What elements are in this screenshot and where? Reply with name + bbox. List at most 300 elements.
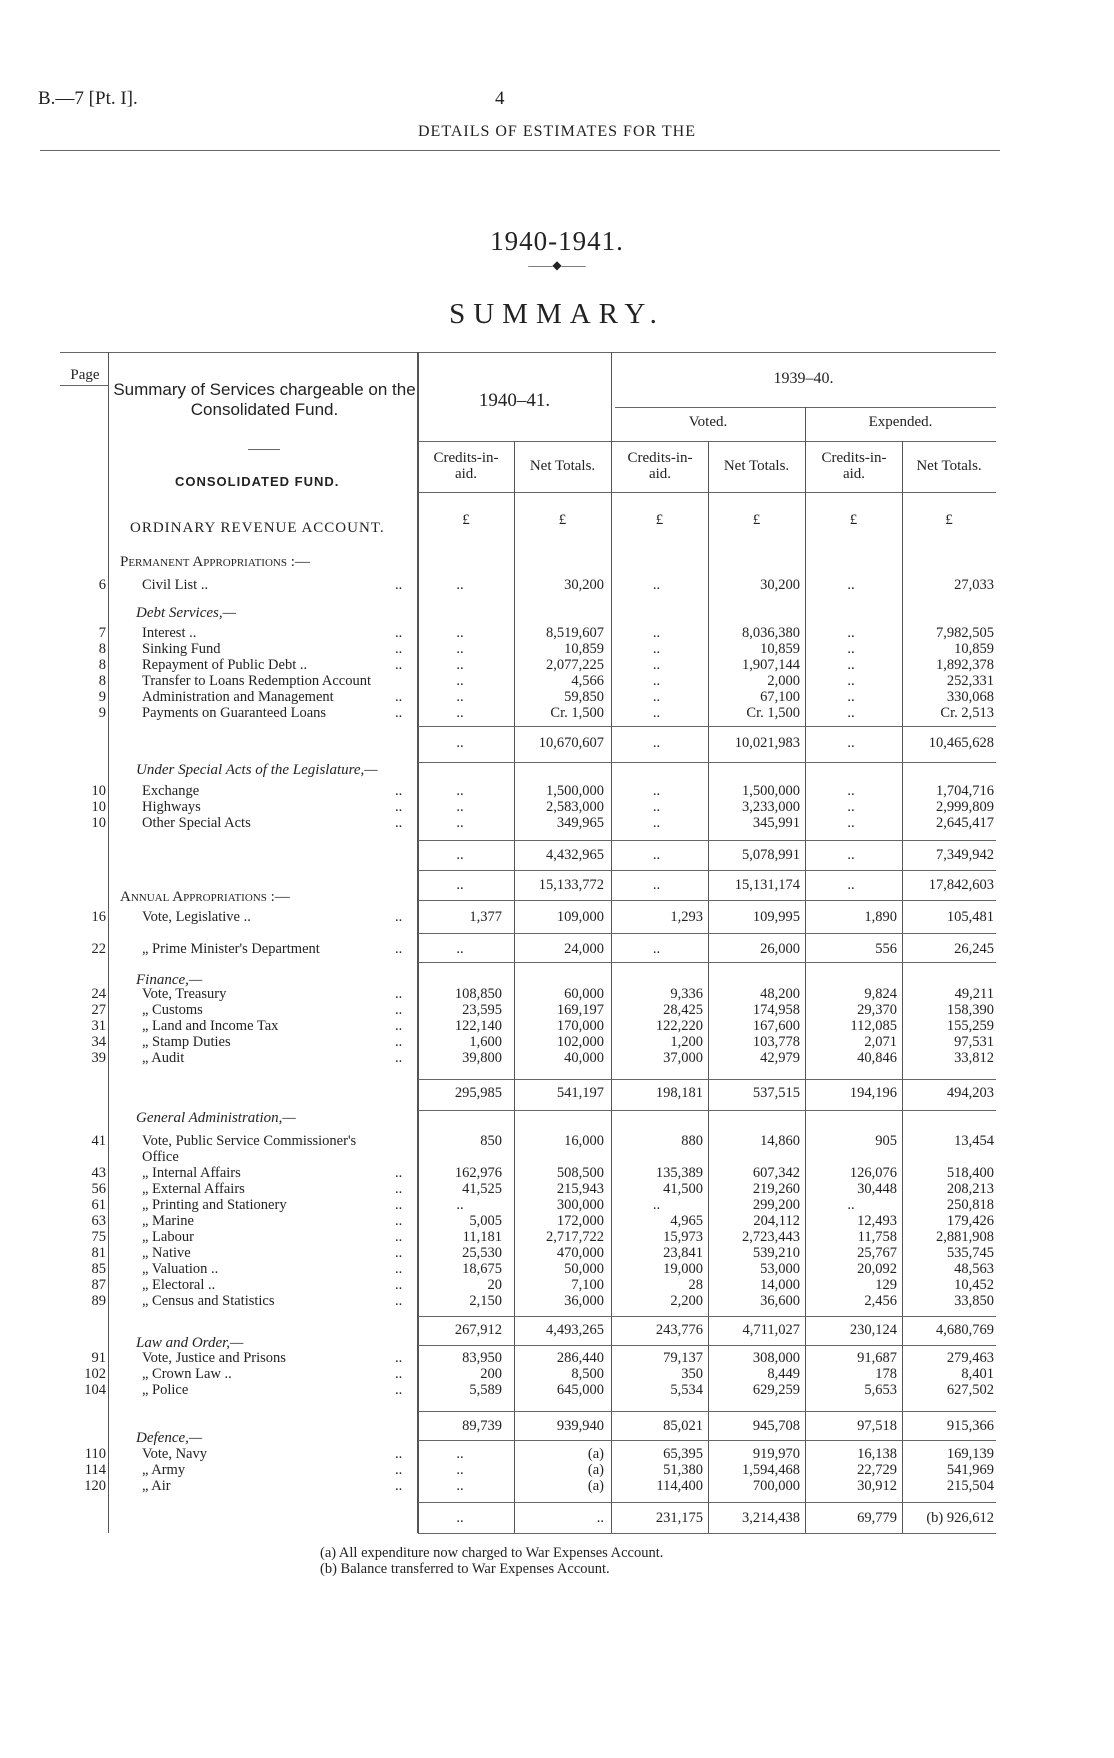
cell-c5: .. (847, 641, 855, 657)
row-page: 75 (91, 1229, 106, 1245)
row-label: „ External Affairs (142, 1181, 245, 1197)
cell-c4: 539,210 (752, 1245, 800, 1261)
subtotal-rule (418, 1316, 996, 1317)
cell-c1: 200 (480, 1366, 502, 1382)
voted-header: Voted. (688, 414, 728, 430)
row-label: Administration and Management (142, 689, 334, 705)
cell-c4: 919,970 (752, 1446, 800, 1462)
cell-c2: 59,850 (564, 689, 604, 705)
row-page: 91 (91, 1350, 106, 1366)
subtotal-rule (418, 840, 996, 841)
row-page: 114 (84, 1462, 106, 1478)
cell-c2: 1,500,000 (546, 783, 604, 799)
subtotal-rule (418, 1110, 996, 1111)
cell-c5: 905 (875, 1133, 897, 1149)
table-row (0, 673, 1114, 689)
cell-c1: .. (456, 941, 464, 957)
cell-c4: 537,515 (752, 1085, 800, 1101)
cell-c1: .. (456, 735, 464, 751)
row-page: 31 (91, 1018, 106, 1034)
row-label: „ Native (142, 1245, 191, 1261)
cell-c6: 2,881,908 (936, 1229, 994, 1245)
finance-heading: Finance,— (136, 972, 203, 988)
cell-c1: .. (456, 577, 464, 593)
cell-c3: 85,021 (663, 1418, 703, 1434)
credits-header-2: Credits-in-aid. (627, 450, 693, 482)
cell-c4: 308,000 (752, 1350, 800, 1366)
row-label: „ Land and Income Tax (142, 1018, 279, 1034)
credits-header-1: Credits-in-aid. (433, 450, 499, 482)
cell-c5: .. (847, 657, 855, 673)
cell-c5: 20,092 (857, 1261, 897, 1277)
row-page: 22 (91, 941, 106, 957)
cell-c1: 89,739 (462, 1418, 502, 1434)
cell-c3: .. (652, 783, 661, 799)
cell-c4: 2,000 (767, 673, 800, 689)
cell-c4: 8,449 (767, 1366, 800, 1382)
table-row (0, 1382, 1114, 1398)
leader-dots: .. (395, 909, 403, 925)
pound-sign: £ (655, 512, 664, 528)
table-row (0, 1366, 1114, 1382)
table-row (0, 1034, 1114, 1050)
table-row (0, 1293, 1114, 1309)
cell-c2: 60,000 (564, 986, 604, 1002)
expended-header: Expended. (868, 414, 933, 430)
cell-c1: .. (456, 1462, 464, 1478)
row-label: „ Crown Law .. (142, 1366, 232, 1382)
cell-c6: 535,745 (946, 1245, 994, 1261)
cell-c3: 23,841 (663, 1245, 703, 1261)
leader-dots: .. (395, 1478, 403, 1494)
cell-c1: 5,005 (469, 1213, 502, 1229)
cell-c6: 279,463 (946, 1350, 994, 1366)
row-label: Office (142, 1149, 179, 1165)
cell-c3: 51,380 (663, 1462, 703, 1478)
row-page: 81 (91, 1245, 106, 1261)
cell-c5: .. (847, 877, 855, 893)
cell-c5: 112,085 (850, 1018, 897, 1034)
cell-c5: 5,653 (864, 1382, 897, 1398)
table-row (0, 1149, 1114, 1165)
cell-c1: 41,525 (462, 1181, 502, 1197)
cell-c6: Cr. 2,513 (940, 705, 994, 721)
cell-c1: .. (456, 847, 464, 863)
table-row (0, 577, 1114, 593)
page-head-rule (60, 385, 108, 386)
cell-c6: 33,850 (954, 1293, 994, 1309)
row-label: „ Census and Statistics (142, 1293, 275, 1309)
cell-c5: 11,758 (857, 1229, 897, 1245)
defence-heading: Defence,— (136, 1430, 203, 1446)
cell-c2: 172,000 (556, 1213, 604, 1229)
cell-c5: 69,779 (857, 1510, 897, 1526)
credits-head-rule (418, 441, 996, 442)
leader-dots: .. (395, 799, 403, 815)
description-column-header: Summary of Services chargeable on the Consolidated Fund. (113, 380, 416, 419)
cell-c4: 8,036,380 (742, 625, 800, 641)
leader-dots: .. (395, 1229, 403, 1245)
cell-c6: 518,400 (946, 1165, 994, 1181)
row-label: Other Special Acts (142, 815, 251, 831)
cell-c5: 30,912 (857, 1478, 897, 1494)
table-row (0, 1181, 1114, 1197)
leader-dots: .. (395, 941, 403, 957)
cell-c3: 4,965 (670, 1213, 703, 1229)
leader-dots: .. (395, 641, 403, 657)
cell-c4: 1,907,144 (742, 657, 800, 673)
cell-c6: 541,969 (946, 1462, 994, 1478)
special-acts-heading: Under Special Acts of the Legislature,— (136, 762, 378, 778)
cell-c6: 7,349,942 (936, 847, 994, 863)
table-row (0, 1165, 1114, 1181)
row-page: 8 (98, 673, 106, 689)
cell-c1: 20 (487, 1277, 502, 1293)
row-page: 41 (91, 1133, 106, 1149)
leader-dots: .. (395, 986, 403, 1002)
table-row (0, 1277, 1114, 1293)
cell-c5: .. (847, 847, 855, 863)
cell-c1: .. (456, 877, 464, 893)
cell-c6: 10,859 (954, 641, 994, 657)
cell-c1: .. (456, 1197, 464, 1213)
table-row (0, 1018, 1114, 1034)
cell-c1: 295,985 (454, 1085, 502, 1101)
cell-c5: 1,890 (864, 909, 897, 925)
consolidated-fund-heading: CONSOLIDATED FUND. (175, 474, 340, 489)
cell-c2: 24,000 (564, 941, 604, 957)
cell-c4: 945,708 (752, 1418, 800, 1434)
cell-c4: 167,600 (752, 1018, 800, 1034)
cell-c2: 10,859 (564, 641, 604, 657)
cell-c1: .. (456, 1446, 464, 1462)
row-page: 24 (91, 986, 106, 1002)
cell-c5: 16,138 (857, 1446, 897, 1462)
cell-c3: 1,200 (670, 1034, 703, 1050)
ornament-divider: ——◆—— (528, 258, 586, 272)
cell-c2: 10,670,607 (538, 735, 604, 751)
row-page: 10 (91, 799, 106, 815)
table-row (0, 1510, 1114, 1526)
cell-c4: 204,112 (753, 1213, 800, 1229)
net-totals-header-3: Net Totals. (916, 458, 982, 474)
cell-c5: 178 (875, 1366, 897, 1382)
leader-dots: .. (395, 1350, 403, 1366)
cell-c4: 48,200 (760, 986, 800, 1002)
cell-c6: 915,366 (946, 1418, 994, 1434)
cell-c3: 65,395 (663, 1446, 703, 1462)
subtotal-rule (418, 900, 996, 901)
row-page: 16 (91, 909, 106, 925)
cell-c1: .. (456, 1510, 464, 1526)
subtotal-rule (418, 962, 996, 963)
cell-c3: .. (652, 689, 661, 705)
cell-c2: 4,432,965 (546, 847, 604, 863)
cell-c2: 541,197 (556, 1085, 604, 1101)
cell-c4: 36,600 (760, 1293, 800, 1309)
cell-c2: 8,500 (571, 1366, 604, 1382)
cell-c1: 162,976 (454, 1165, 502, 1181)
row-label: „ Prime Minister's Department (142, 941, 320, 957)
cell-c5: 25,767 (857, 1245, 897, 1261)
cell-c3: 114,400 (656, 1478, 703, 1494)
cell-c1: 122,140 (454, 1018, 502, 1034)
cell-c2: 15,133,772 (538, 877, 604, 893)
row-page: 102 (84, 1366, 106, 1382)
cell-c2: 2,077,225 (546, 657, 604, 673)
cell-c1: 1,377 (469, 909, 502, 925)
cell-c6: 208,213 (946, 1181, 994, 1197)
pound-sign: £ (752, 512, 761, 528)
cell-c6: 1,892,378 (936, 657, 994, 673)
subtotal-rule (418, 933, 996, 934)
row-label: „ Printing and Stationery (142, 1197, 287, 1213)
cell-c6: 27,033 (954, 577, 994, 593)
cell-c1: .. (456, 641, 464, 657)
cell-c1: 18,675 (462, 1261, 502, 1277)
table-row (0, 735, 1114, 751)
table-row (0, 1478, 1114, 1494)
row-page: 34 (91, 1034, 106, 1050)
cell-c6: 330,068 (946, 689, 994, 705)
leader-dots: .. (395, 625, 403, 641)
cell-c1: .. (456, 1478, 464, 1494)
cell-c2: Cr. 1,500 (550, 705, 604, 721)
leader-dots: .. (395, 1382, 403, 1398)
cell-c5: 230,124 (849, 1322, 897, 1338)
subtotal-rule (418, 1345, 996, 1346)
leader-dots: .. (395, 1462, 403, 1478)
cell-c2: (a) (587, 1446, 604, 1462)
debt-services-heading: Debt Services,— (136, 605, 236, 621)
subtotal-rule (418, 762, 996, 763)
cell-c3: 28,425 (663, 1002, 703, 1018)
cell-c2: 4,566 (571, 673, 604, 689)
cell-c1: .. (456, 625, 464, 641)
cell-c2: 36,000 (564, 1293, 604, 1309)
leader-dots: .. (395, 577, 403, 593)
cell-c4: 2,723,443 (742, 1229, 800, 1245)
cell-c4: 607,342 (752, 1165, 800, 1181)
cell-c2: (a) (587, 1478, 604, 1494)
header-rule (40, 150, 1000, 151)
leader-dots: .. (395, 689, 403, 705)
cell-c6: 169,139 (946, 1446, 994, 1462)
cell-c4: 3,214,438 (742, 1510, 800, 1526)
table-row (0, 1229, 1114, 1245)
cell-c2: 2,717,722 (546, 1229, 604, 1245)
table-row (0, 1197, 1114, 1213)
cell-c2: 30,200 (564, 577, 604, 593)
row-label: „ Electoral .. (142, 1277, 216, 1293)
leader-dots: .. (395, 783, 403, 799)
cell-c3: .. (652, 1197, 661, 1213)
pound-sign: £ (849, 512, 858, 528)
cell-c4: 14,000 (760, 1277, 800, 1293)
row-page: 10 (91, 815, 106, 831)
cell-c2: 215,943 (556, 1181, 604, 1197)
cell-c4: 345,991 (752, 815, 800, 831)
row-label: „ Customs (142, 1002, 203, 1018)
leader-dots: .. (395, 1277, 403, 1293)
cell-c5: .. (847, 1197, 855, 1213)
cell-c3: .. (652, 735, 661, 751)
row-page: 9 (98, 689, 106, 705)
cell-c3: 79,137 (663, 1350, 703, 1366)
cell-c2: 16,000 (564, 1133, 604, 1149)
row-page: 56 (91, 1181, 106, 1197)
cell-c4: 174,958 (752, 1002, 800, 1018)
short-rule (248, 449, 280, 450)
leader-dots: .. (395, 1181, 403, 1197)
cell-c1: .. (456, 815, 464, 831)
leader-dots: .. (395, 1293, 403, 1309)
cell-c1: .. (456, 689, 464, 705)
table-row (0, 783, 1114, 799)
cell-c3: 41,500 (663, 1181, 703, 1197)
leader-dots: .. (395, 1165, 403, 1181)
cell-c6: 2,645,417 (936, 815, 994, 831)
cell-c6: (b) 926,612 (926, 1510, 994, 1526)
row-label: „ Stamp Duties (142, 1034, 231, 1050)
cell-c6: 10,465,628 (928, 735, 994, 751)
page-column-header: Page (70, 367, 100, 383)
row-label: „ Valuation .. (142, 1261, 219, 1277)
net-totals-header-1: Net Totals. (529, 458, 596, 474)
cell-c3: 1,293 (670, 909, 703, 925)
cell-c3: .. (652, 815, 661, 831)
row-label: Vote, Legislative .. (142, 909, 251, 925)
cell-c1: 850 (480, 1133, 502, 1149)
row-page: 43 (91, 1165, 106, 1181)
cell-c4: 10,859 (760, 641, 800, 657)
cell-c5: 22,729 (857, 1462, 897, 1478)
table-row (0, 1133, 1114, 1149)
table-row (0, 1322, 1114, 1338)
cell-c6: 10,452 (954, 1277, 994, 1293)
cell-c4: 67,100 (760, 689, 800, 705)
row-label: Sinking Fund (142, 641, 221, 657)
pound-sign: £ (558, 512, 567, 528)
general-administration-heading: General Administration,— (136, 1110, 296, 1126)
cell-c4: Cr. 1,500 (746, 705, 800, 721)
cell-c2: 7,100 (571, 1277, 604, 1293)
cell-c2: 300,000 (556, 1197, 604, 1213)
cell-c4: 109,995 (752, 909, 800, 925)
cell-c2: 102,000 (556, 1034, 604, 1050)
cell-c4: 14,860 (760, 1133, 800, 1149)
footnote-a: (a) All expenditure now charged to War Expenses Account. (320, 1545, 664, 1561)
cell-c4: 1,594,468 (742, 1462, 800, 1478)
subtotal-rule (418, 1079, 996, 1080)
cell-c6: 215,504 (946, 1478, 994, 1494)
footnotes (320, 1545, 663, 1577)
cell-c5: 194,196 (849, 1085, 897, 1101)
cell-c4: 3,233,000 (742, 799, 800, 815)
leader-dots: .. (395, 1213, 403, 1229)
cell-c2: 939,940 (556, 1418, 604, 1434)
cell-c2: 50,000 (564, 1261, 604, 1277)
cell-c1: 108,850 (454, 986, 502, 1002)
table-row (0, 1245, 1114, 1261)
cell-c6: 494,203 (946, 1085, 994, 1101)
cell-c5: 30,448 (857, 1181, 897, 1197)
row-label: Vote, Treasury (142, 986, 227, 1002)
table-row (0, 815, 1114, 831)
cell-c3: 5,534 (670, 1382, 703, 1398)
cell-c3: .. (652, 625, 661, 641)
cell-c6: 105,481 (946, 909, 994, 925)
cell-c1: 39,800 (462, 1050, 502, 1066)
row-page: 87 (91, 1277, 106, 1293)
table-row (0, 689, 1114, 705)
cell-c3: 350 (681, 1366, 703, 1382)
subtotal-rule (418, 726, 996, 727)
leader-dots: .. (395, 1245, 403, 1261)
cell-c5: .. (847, 577, 855, 593)
table-row (0, 1050, 1114, 1066)
cell-c5: 9,824 (864, 986, 897, 1002)
cell-c5: 129 (875, 1277, 897, 1293)
cell-c6: 4,680,769 (936, 1322, 994, 1338)
row-page: 7 (98, 625, 106, 641)
row-page: 6 (98, 577, 106, 593)
leader-dots: .. (395, 1366, 403, 1382)
row-label: „ Audit (142, 1050, 185, 1066)
subtotal-rule (418, 1440, 996, 1441)
cell-c4: 10,021,983 (734, 735, 800, 751)
row-label: Payments on Guaranteed Loans (142, 705, 327, 721)
footnote-b: (b) Balance transferred to War Expenses Account. (320, 1561, 610, 1577)
cell-c6: 97,531 (954, 1034, 994, 1050)
pound-sign: £ (462, 512, 470, 528)
cell-c3: 2,200 (670, 1293, 703, 1309)
row-page: 9 (98, 705, 106, 721)
row-label: Civil List .. (142, 577, 209, 593)
cell-c6: 179,426 (946, 1213, 994, 1229)
row-label: Repayment of Public Debt .. (142, 657, 308, 673)
cell-c6: 26,245 (954, 941, 994, 957)
cell-c6: 627,502 (946, 1382, 994, 1398)
cell-c2: 286,440 (556, 1350, 604, 1366)
cell-c5: 2,456 (864, 1293, 897, 1309)
cell-c3: 19,000 (663, 1261, 703, 1277)
subtotal-rule (418, 1502, 996, 1503)
cell-c4: 5,078,991 (742, 847, 800, 863)
cell-c2: 8,519,607 (546, 625, 604, 641)
row-label: Vote, Public Service Commissioner's (142, 1133, 357, 1149)
cell-c2: 2,583,000 (546, 799, 604, 815)
previous-year-header: 1939–40. (773, 370, 834, 387)
cell-c4: 30,200 (760, 577, 800, 593)
cell-c5: .. (847, 689, 855, 705)
row-label: „ Marine (142, 1213, 194, 1229)
table-row (0, 1462, 1114, 1478)
subtotal-rule (418, 870, 996, 871)
cell-c5: .. (847, 625, 855, 641)
cell-c5: 2,071 (864, 1034, 897, 1050)
cell-c2: 645,000 (556, 1382, 604, 1398)
cell-c4: 15,131,174 (734, 877, 800, 893)
cell-c2: 169,197 (556, 1002, 604, 1018)
permanent-appropriations-heading: Permanent Appropriations :— (120, 554, 310, 570)
table-row (0, 1446, 1114, 1462)
cell-c3: .. (652, 847, 661, 863)
cell-c4: 219,260 (752, 1181, 800, 1197)
cell-c4: 26,000 (760, 941, 800, 957)
row-page: 63 (91, 1213, 106, 1229)
current-year-header: 1940–41. (478, 390, 551, 411)
